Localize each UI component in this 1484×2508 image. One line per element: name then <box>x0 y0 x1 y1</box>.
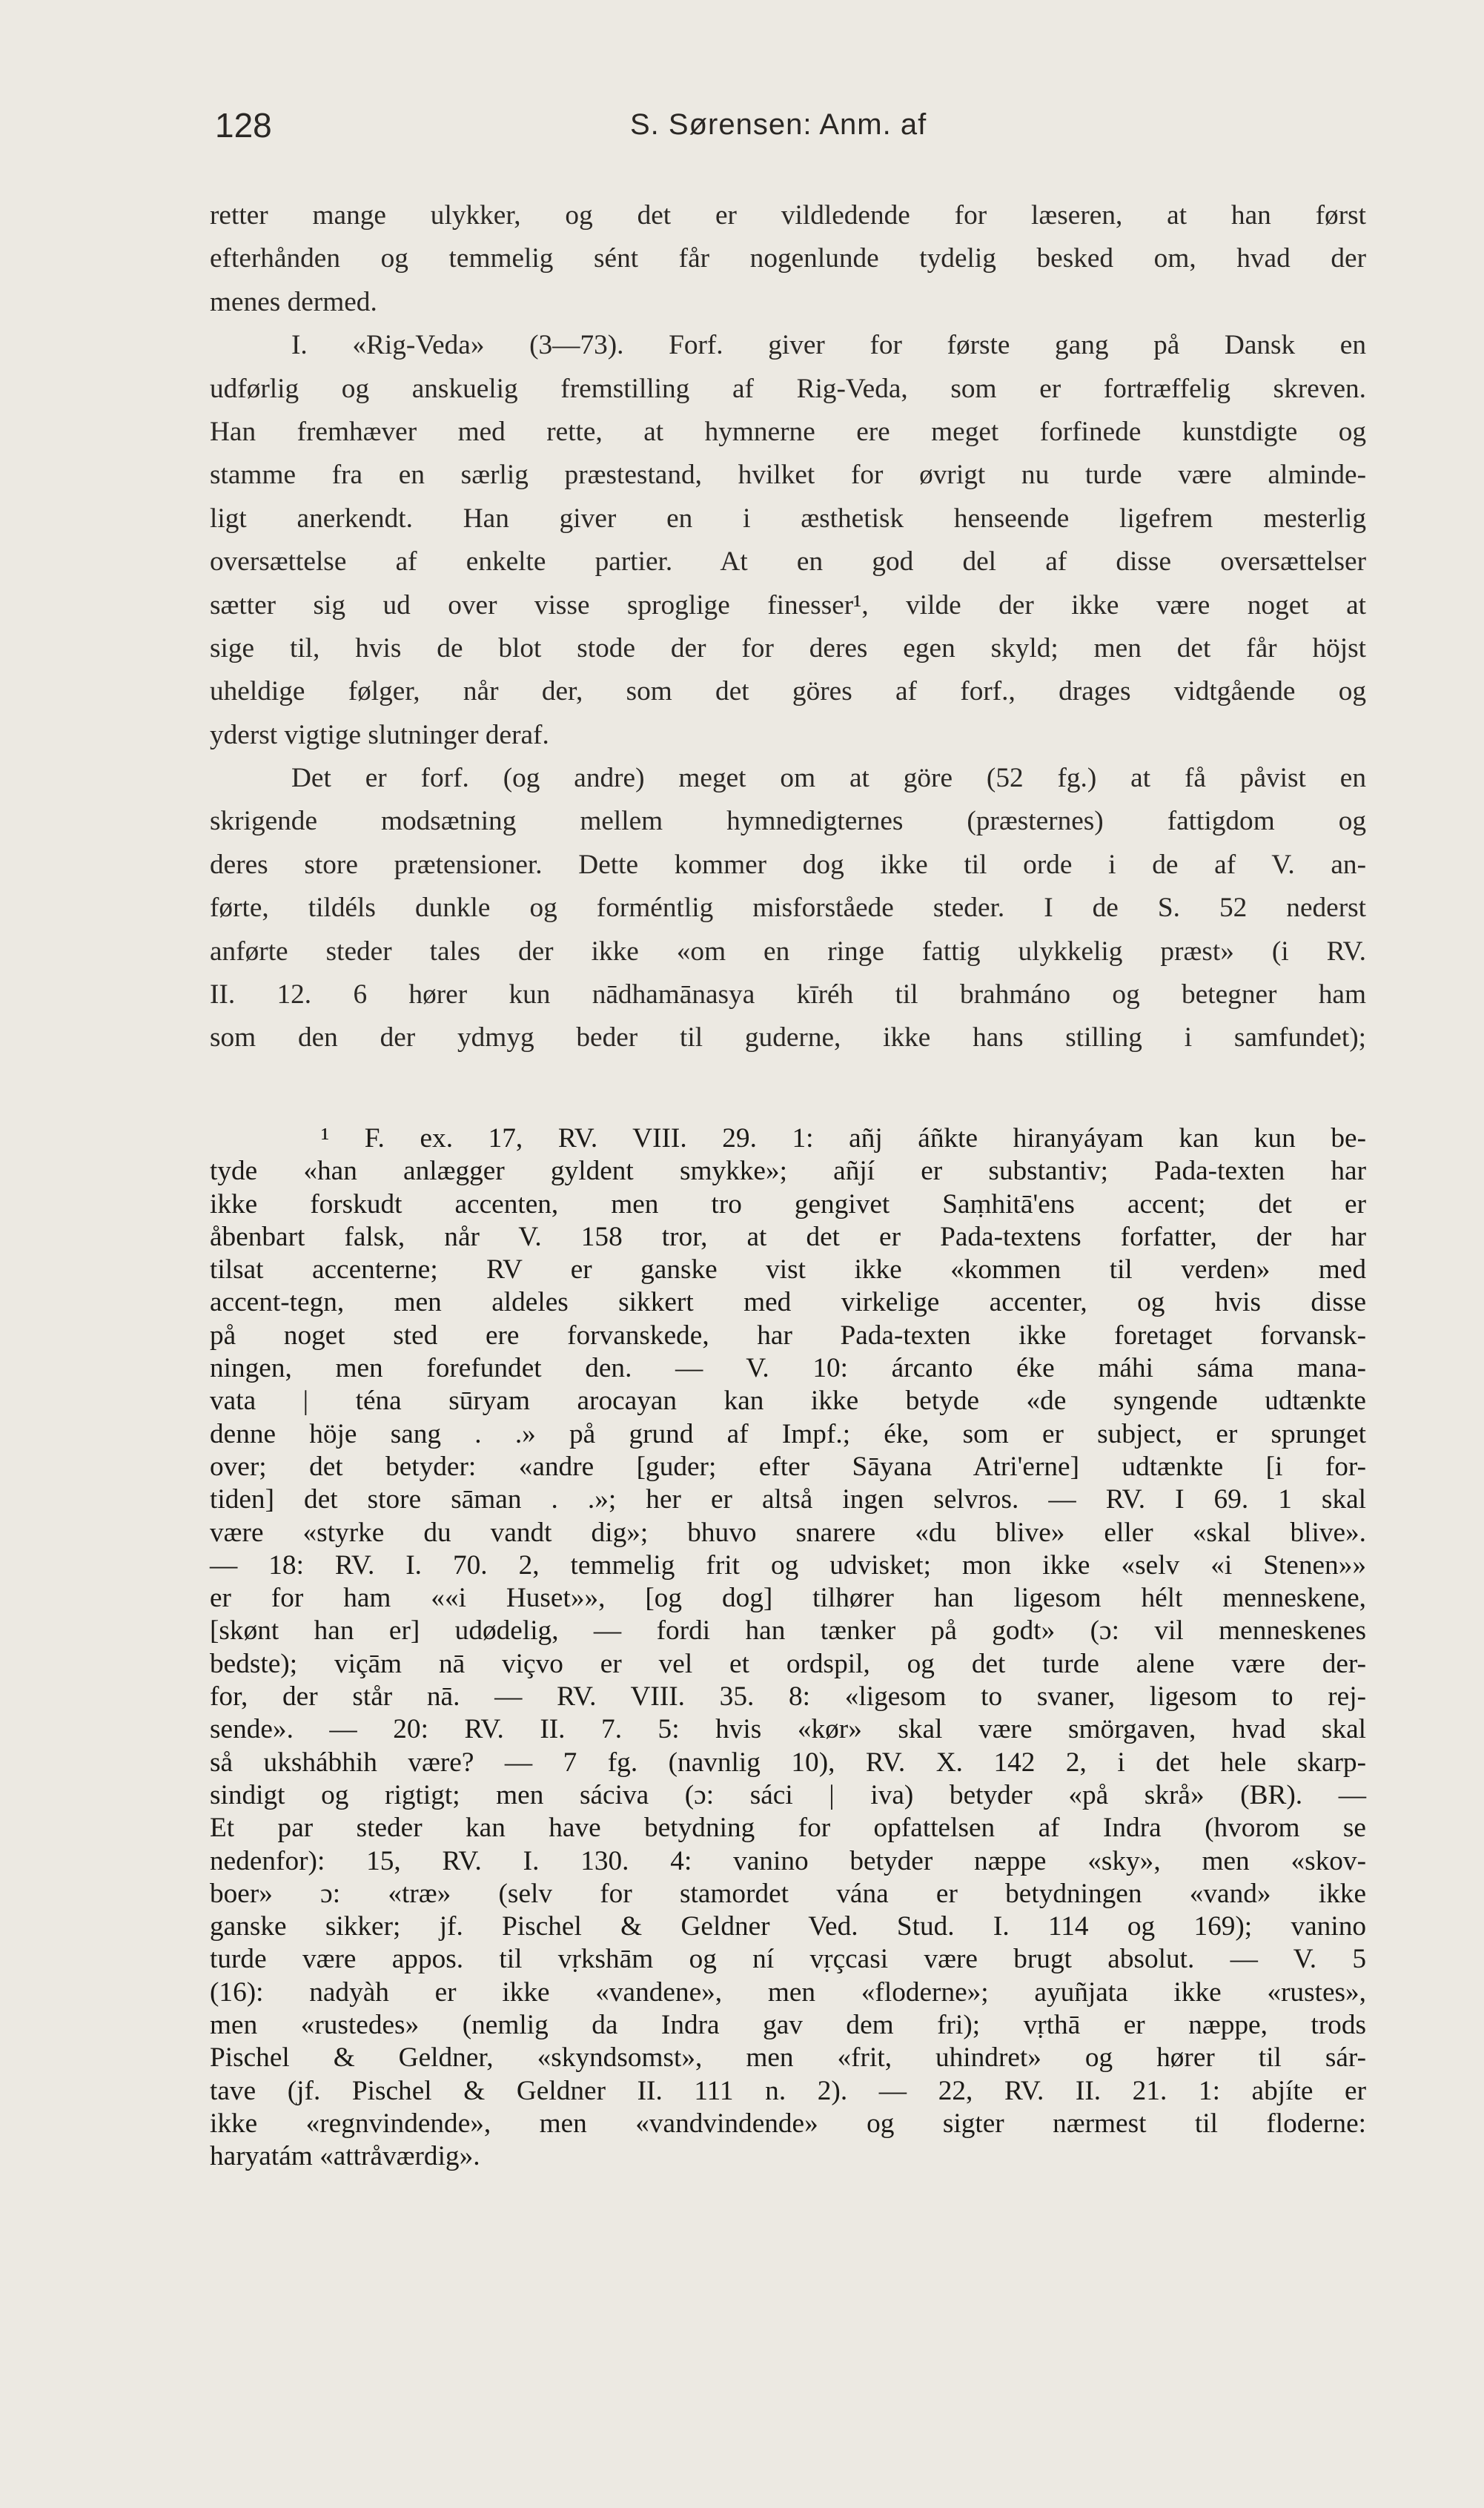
footnotes <box>210 1122 1366 2174</box>
footnote-line: er for ham ««i Huset»», [og dog] tilhører han ligesom hélt menneskene, <box>210 1583 1366 1614</box>
footnote-line: sende». — 20: RV. II. 7. 5: hvis «kør» skal være smörgaven, hvad skal <box>210 1714 1366 1745</box>
text-line: anførte steder tales der ikke «om en ringe fattig ulykkelig præst» (i RV. <box>210 936 1366 967</box>
footnote-line: ningen, men forefundet den. — V. 10: árcanto éke máhi sáma mana- <box>210 1353 1366 1384</box>
footnote-line: vata | téna sūryam arocayan kan ikke betyde «de syngende udtænkte <box>210 1386 1366 1417</box>
footnote-line: tilsat accenterne; RV er ganske vist ikke «kommen til verden» med <box>210 1254 1366 1286</box>
text-line: ligt anerkendt. Han giver en i æsthetisk henseende ligefrem mesterlig <box>210 503 1366 534</box>
page-number: 128 <box>215 106 272 145</box>
footnote-line: haryatám «attråværdig». <box>210 2141 480 2172</box>
footnote-line: være «styrke du vandt dig»; bhuvo snarere «du blive» eller «skal blive». <box>210 1517 1366 1548</box>
footnote-line: tyde «han anlægger gyldent smykke»; añjí er substantiv; Pada-texten har <box>210 1156 1366 1187</box>
footnote-line: bedste); viçām nā viçvo er vel et ordspil, og det turde alene være der- <box>210 1648 1366 1679</box>
text-line: sige til, hvis de blot stode der for deres egen skyld; men det får höjst <box>210 632 1366 664</box>
text-line: II. 12. 6 hører kun nādhamānasya kīréh til brahmáno og betegner ham <box>210 979 1366 1010</box>
text-line: oversættelse af enkelte partier. At en god del af disse oversættelser <box>210 546 1366 578</box>
text-line: uheldige følger, når der, som det göres af forf., drages vidtgående og <box>210 676 1366 707</box>
footnote-line: boer» ɔ: «træ» (selv for stamordet vána er betydningen «vand» ikke <box>210 1878 1366 1909</box>
footnote-line: så ukshábhih være? — 7 fg. (navnlig 10), RV. X. 142 2, i det hele skarp- <box>210 1747 1366 1778</box>
footnote-line: (16): nadyàh er ikke «vandene», men «floderne»; ayuñjata ikke «rustes», <box>210 1976 1366 2008</box>
text-line: deres store prætensioner. Dette kommer dog ikke til orde i de af V. an- <box>210 849 1366 880</box>
text-line: sætter sig ud over visse sproglige finesser¹, vilde der ikke være noget at <box>210 589 1366 621</box>
footnote-line: nedenfor): 15, RV. I. 130. 4: vanino betyder næppe «sky», men «skov- <box>210 1845 1366 1876</box>
page-header <box>215 102 1371 154</box>
footnote-line: ikke forskudt accenten, men tro gengivet Saṃhitā'ens accent; det er <box>210 1188 1366 1220</box>
footnote-line: tave (jf. Pischel & Geldner II. 111 n. 2). — 22, RV. II. 21. 1: abjíte er <box>210 2075 1366 2106</box>
text-line: skrigende modsætning mellem hymnedigternes (præsternes) fattigdom og <box>210 806 1366 837</box>
footnote-line: accent-tegn, men aldeles sikkert med virkelige accenter, og hvis disse <box>210 1287 1366 1318</box>
footnote-line: Et par steder kan have betydning for opfattelsen af Indra (hvorom se <box>210 1813 1366 1844</box>
text-line: udførlig og anskuelig fremstilling af Rig-Veda, som er fortræffelig skreven. <box>210 373 1366 404</box>
text-line: Han fremhæver med rette, at hymnerne ere meget forfinede kunstdigte og <box>210 416 1366 447</box>
footnote-line: tiden] det store sāman . .»; her er altså ingen selvros. — RV. I 69. 1 skal <box>210 1484 1366 1515</box>
footnote-line: denne höje sang . .» på grund af Impf.; éke, som er subject, er sprunget <box>210 1418 1366 1449</box>
footnote-line: [skønt han er] udødelig, — fordi han tænker på godt» (ɔ: vil menneskenes <box>210 1615 1366 1647</box>
text-line: I. «Rig-Veda» (3—73). Forf. giver for første gang på Dansk en <box>291 330 1366 361</box>
footnote-line: sindigt og rigtigt; men sáciva (ɔ: sáci | iva) betyder «på skrå» (BR). — <box>210 1779 1366 1810</box>
text-line: retter mange ulykker, og det er vildledende for læseren, at han først <box>210 200 1366 231</box>
footnote-line: men «rustedes» (nemlig da Indra gav dem fri); vṛthā er næppe, trods <box>210 2010 1366 2041</box>
text-line: yderst vigtige slutninger deraf. <box>210 719 549 750</box>
footnote-line: ganske sikker; jf. Pischel & Geldner Ved. Stud. I. 114 og 169); vanino <box>210 1911 1366 1942</box>
footnote-line: — 18: RV. I. 70. 2, temmelig frit og udvisket; mon ikke «selv «i Stenen»» <box>210 1549 1366 1581</box>
running-head: S. Sørensen: Anm. af <box>630 108 927 141</box>
footnote-line: Pischel & Geldner, «skyndsomst», men «frit, uhindret» og hører til sár- <box>210 2042 1366 2074</box>
text-line: stamme fra en særlig præstestand, hvilket for øvrigt nu turde være alminde- <box>210 460 1366 491</box>
footnote-line: ikke «regnvindende», men «vandvindende» og sigter nærmest til floderne: <box>210 2108 1366 2139</box>
footnote-line: på noget sted ere forvanskede, har Pada-texten ikke foretaget forvansk- <box>210 1320 1366 1351</box>
footnote-line: over; det betyder: «andre [guder; efter Sāyana Atri'erne] udtænkte [i for- <box>210 1451 1366 1482</box>
text-line: førte, tildéls dunkle og forméntlig misforståede steder. I de S. 52 nederst <box>210 893 1366 924</box>
text-line: som den der ydmyg beder til guderne, ikke hans stilling i samfundet); <box>210 1022 1366 1053</box>
text-line: Det er forf. (og andre) meget om at göre (52 fg.) at få påvist en <box>291 763 1366 794</box>
main-text <box>210 194 1366 1060</box>
footnote-line: ¹ F. ex. 17, RV. VIII. 29. 1: añj áñkte hiranyáyam kan kun be- <box>321 1123 1366 1154</box>
text-line: efterhånden og temmelig sént får nogenlunde tydelig besked om, hvad der <box>210 243 1366 274</box>
text-line: menes dermed. <box>210 286 377 317</box>
footnote-line: åbenbart falsk, når V. 158 tror, at det er Pada-textens forfatter, der har <box>210 1221 1366 1252</box>
footnote-line: turde være appos. til vṛkshām og ní vṛçcasi være brugt absolut. — V. 5 <box>210 1944 1366 1975</box>
footnote-line: for, der står nā. — RV. VIII. 35. 8: «ligesom to svaner, ligesom to rej- <box>210 1681 1366 1713</box>
